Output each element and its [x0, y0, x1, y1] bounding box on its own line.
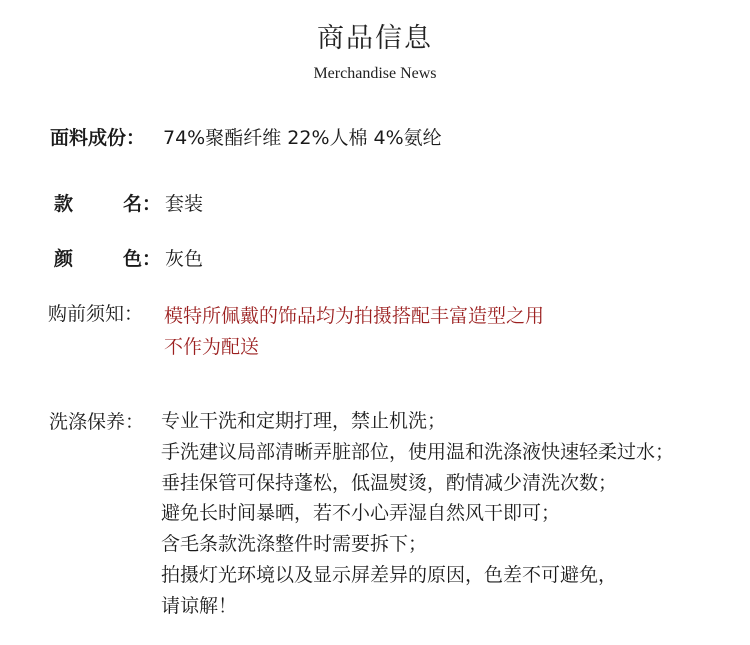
style-value: 套装: [165, 193, 204, 215]
page-title: 商品信息: [317, 23, 433, 54]
color-label-b: 色: [122, 248, 142, 270]
style-label-spread: [54, 191, 142, 217]
notice-value: [164, 301, 544, 363]
fabric-value: 74%聚酯纤维 22%人棉 4%氨纶: [163, 127, 442, 149]
color-value: 灰色: [165, 248, 204, 270]
color-label-spread: [54, 246, 142, 272]
color-label-a: 颜: [54, 248, 95, 270]
care-line: 专业干洗和定期打理，禁止机洗；: [161, 410, 447, 432]
care-line: 含毛条款洗涤整件时需要拆下；: [161, 533, 428, 556]
fabric-colon: ：: [126, 127, 146, 149]
notice-line: 模特所佩戴的饰品均为拍摄搭配丰富造型之用: [164, 305, 545, 327]
care-line: 垂挂保管可保持蓬松，低温熨烫，酌情减少清洗次数；: [161, 471, 618, 494]
style-label: [54, 191, 161, 217]
care-line: 请谅解！: [161, 594, 238, 617]
care-instructions: [161, 406, 674, 622]
color-label: [54, 246, 161, 272]
care-label: 洗涤保养：: [49, 411, 145, 433]
style-colon: ：: [142, 193, 162, 215]
style-label-a: 款: [54, 193, 95, 215]
color-colon: ：: [142, 248, 162, 270]
care-line: 手洗建议局部清晰弄脏部位，使用温和洗涤液快速轻柔过水；: [161, 440, 675, 463]
care-line: 拍摄灯光环境以及显示屏差异的原因，色差不可避免，: [161, 563, 618, 586]
notice-label: 购前须知：: [48, 303, 144, 325]
fabric-label-text: 面料成份: [50, 127, 127, 149]
style-label-b: 名: [122, 193, 142, 215]
care-line: 避免长时间暴晒，若不小心弄湿自然风干即可；: [161, 502, 561, 525]
page-subtitle: Merchandise News: [313, 65, 437, 82]
notice-line: 不作为配送: [164, 336, 260, 358]
fabric-label: [50, 125, 145, 151]
